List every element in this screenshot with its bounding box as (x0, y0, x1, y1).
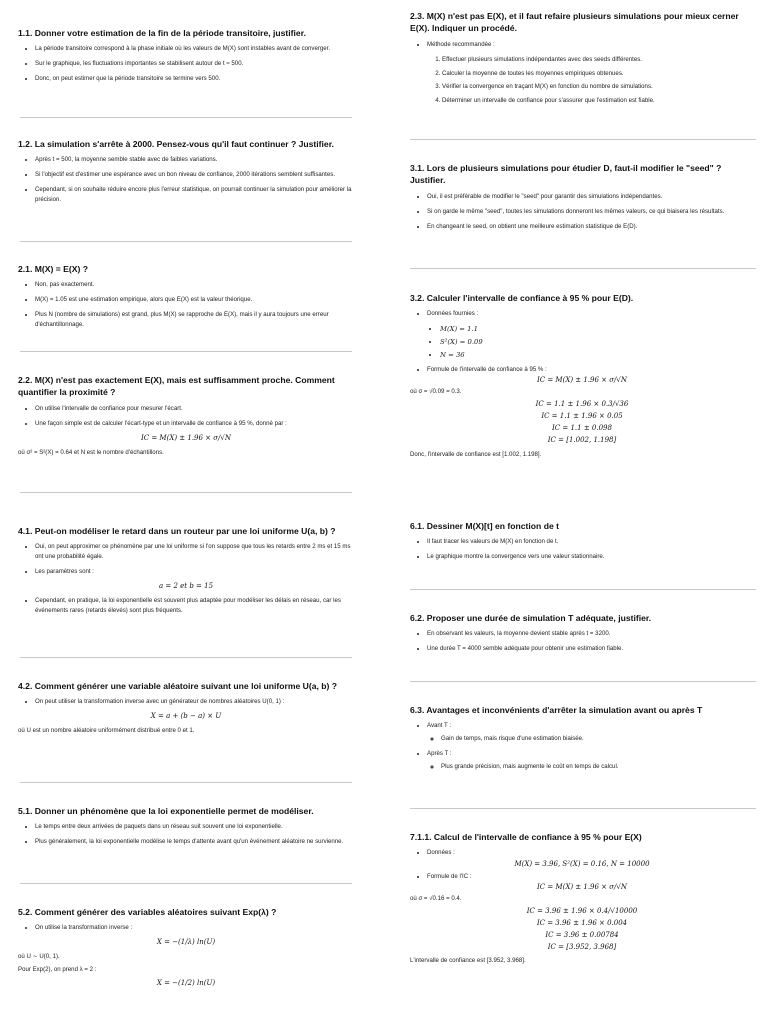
bullet-list (410, 721, 754, 771)
data-item: • S²(X) = 0.09 (440, 337, 754, 348)
section-title: 5.2. Comment générer des variables aléatoires suivant Exp(λ) ? (18, 907, 277, 917)
equation-note: où U est un nombre aléatoire uniformément distribué entre 0 et 1. (18, 727, 195, 735)
data-item: • M(X) = 1.1 (440, 324, 754, 335)
section-1-2 (18, 138, 354, 210)
bullet-list (18, 542, 354, 577)
list-item: • Formule de l'IC : (427, 872, 754, 882)
list-item: 1. Effectuer plusieurs simulations indépendantes avec des seeds différentes. (442, 55, 754, 65)
section-6-2 (410, 612, 754, 659)
list-item: • Cependant, en pratique, la loi exponentielle est souvent plus adaptée pour modéliser les délais en réseau, car les événements rares (retards élevés) sont plus fréquents. (35, 596, 354, 616)
conclusion-text: L'intervalle de confiance est [3.952, 3.968]. (410, 957, 526, 965)
section-2-1 (18, 263, 354, 335)
list-item: • Oui, il est préférable de modifier le "seed" pour garantir des simulations indépendantes. (427, 192, 754, 202)
divider (20, 492, 352, 493)
list-item: • En changeant le seed, on obtient une meilleure estimation statistique de E(D). (427, 222, 754, 232)
equation: M(X) = 3.96, S²(X) = 0.16, N = 10000 (514, 860, 650, 869)
list-item: • M(X) = 1.05 est une estimation empirique, alors que E(X) est la valeur théorique. (35, 295, 354, 305)
calc-step: IC = [1.002, 1.198] (547, 436, 617, 445)
list-item: • Si on garde le même "seed", toutes les simulations donneront les mêmes valeurs, ce qui biaisera les résultats. (427, 207, 754, 217)
section-2-3 (410, 10, 754, 110)
equation-note: où σ = √0.16 = 0.4. (410, 895, 462, 903)
list-item: • On peut utiliser la transformation inverse avec un générateur de nombres aléatoires U(0, 1) : (35, 697, 354, 707)
calc-step: IC = 1.1 ± 1.96 × 0.3/√36 (535, 400, 629, 409)
list-item: • Formule de l'intervalle de confiance à 95 % : (427, 365, 754, 375)
bullet-list (410, 192, 754, 232)
list-item: 2. Calculer la moyenne de toutes les moyennes empiriques obtenues. (442, 69, 754, 79)
calc-step: IC = 1.1 ± 1.96 × 0.05 (541, 412, 623, 421)
bullet-list (18, 280, 354, 329)
sub-list (427, 734, 754, 744)
equation: X = a + (b − a) × U (150, 712, 222, 721)
section-1-1 (18, 27, 354, 89)
sub-list-item: ◦ Gain de temps, mais risque d'une estimation biaisée. (441, 734, 754, 744)
equation-note: Pour Exp(2), on prend λ = 2 : (18, 966, 97, 974)
bullet-list (410, 537, 754, 562)
divider (410, 268, 756, 269)
divider (410, 589, 756, 590)
list-item: • Une durée T = 4000 semble adéquate pour obtenir une estimation fiable. (427, 644, 754, 654)
list-item (427, 721, 754, 744)
equation: IC = M(X) ± 1.96 × σ/√N (537, 883, 627, 892)
calc-step: IC = 3.96 ± 1.96 × 0.004 (536, 919, 628, 928)
divider (20, 883, 352, 884)
list-item: • Données fournies : (427, 309, 754, 319)
list-item: • On utilise l'intervalle de confiance pour mesurer l'écart. (35, 404, 354, 414)
bullet-list (410, 365, 754, 375)
equation: a = 2 et b = 15 (158, 582, 214, 591)
list-item-label: Après T : (427, 750, 452, 758)
bullet-list (18, 44, 354, 84)
bullet-list (18, 697, 354, 707)
calc-step: IC = 1.1 ± 0.098 (552, 424, 612, 433)
section-title: 4.1. Peut-on modéliser le retard dans un routeur par une loi uniforme U(a, b) ? (18, 526, 336, 536)
section-5-1 (18, 805, 354, 852)
calc-step: IC = 3.96 ± 1.96 × 0.4/√10000 (526, 907, 638, 916)
section-title: 2.1. M(X) = E(X) ? (18, 264, 88, 274)
numbered-list (410, 55, 754, 106)
list-item: • Si l'objectif est d'estimer une espérance avec un bon niveau de confiance, 2000 itérations semblent suffisantes. (35, 170, 354, 180)
divider (20, 782, 352, 783)
section-7-1-1 (410, 831, 754, 969)
equation-note: où σ² = S²(X) = 0.64 et N est le nombre d'échantillons. (18, 448, 164, 456)
list-item: • Méthode recommandée : (427, 40, 754, 50)
list-item: • En observant les valeurs, la moyenne devient stable après t = 3200. (427, 629, 754, 639)
data-list (410, 324, 754, 361)
section-title: 3.2. Calculer l'intervalle de confiance à 95 % pour E(D). (410, 293, 634, 303)
section-3-1 (410, 162, 754, 236)
equation: X = −(1/2) ln(U) (156, 978, 216, 987)
list-item: • Après t = 500, la moyenne semble stable avec de faibles variations. (35, 155, 354, 165)
divider (410, 808, 756, 809)
list-item: 4. Déterminer un intervalle de confiance pour s'assurer que l'estimation est fiable. (442, 96, 754, 106)
left-column (0, 0, 378, 1024)
equation: X = −(1/λ) ln(U) (156, 938, 216, 947)
bullet-list (18, 155, 354, 204)
bullet-list (410, 309, 754, 319)
bullet-list (18, 596, 354, 616)
list-item: • Plus N (nombre de simulations) est grand, plus M(X) se rapproche de E(X), mais il y aura toujours une erreur d'échantillonnage. (35, 310, 354, 330)
list-item: • Plus généralement, la loi exponentielle modélise le temps d'attente avant qu'un événement aléatoire ne survienne. (35, 837, 354, 847)
data-item: • N = 36 (440, 350, 754, 361)
list-item (427, 749, 754, 772)
calc-step: IC = [3.952, 3.968] (547, 943, 617, 952)
section-title: 2.2. M(X) n'est pas exactement E(X), mais est suffisamment proche. Comment quantifier la proximité ? (18, 375, 335, 398)
list-item: • Les paramètres sont : (35, 567, 354, 577)
section-title: 2.3. M(X) n'est pas E(X), et il faut refaire plusieurs simulations pour mieux cerner E(X). Indiquer un procédé. (410, 11, 739, 34)
section-title: 6.3. Avantages et inconvénients d'arrêter la simulation avant ou après T (410, 705, 703, 715)
list-item: 3. Vérifier la convergence en traçant M(X) en fonction du nombre de simulations. (442, 82, 754, 92)
divider (410, 139, 756, 140)
list-item: • Oui, on peut approximer ce phénomène par une loi uniforme si l'on suppose que tous les retards entre 2 ms et 15 ms ont une probabilité égale. (35, 542, 354, 562)
bullet-list (410, 872, 754, 882)
list-item: • Données : (427, 848, 754, 858)
equation: IC = M(X) ± 1.96 × σ/√N (537, 376, 627, 385)
section-title: 6.2. Proposer une durée de simulation T adéquate, justifier. (410, 613, 652, 623)
bullet-list (18, 923, 354, 933)
bullet-list (18, 404, 354, 429)
list-item: • Une façon simple est de calculer l'écart-type et un intervalle de confiance à 95 %, donné par : (35, 419, 354, 429)
bullet-list (410, 848, 754, 858)
section-title: 3.1. Lors de plusieurs simulations pour étudier D, faut-il modifier le "seed" ? Justifier. (410, 163, 722, 186)
section-title: 1.2. La simulation s'arrête à 2000. Pensez-vous qu'il faut continuer ? Justifier. (18, 139, 334, 149)
section-2-2 (18, 374, 354, 461)
list-item: • Cependant, si on souhaite réduire encore plus l'erreur statistique, on pourrait continuer la simulation pour améliorer la précision. (35, 185, 354, 205)
list-item: • Il faut tracer les valeurs de M(X) en fonction de t. (427, 537, 754, 547)
section-6-3 (410, 704, 754, 777)
section-6-1 (410, 520, 754, 567)
section-5-2 (18, 906, 354, 993)
equation-note: où σ = √0.09 = 0.3. (410, 388, 462, 396)
list-item: • Le temps entre deux arrivées de paquets dans un réseau suit souvent une loi exponentielle. (35, 822, 354, 832)
list-item: • On utilise la transformation inverse : (35, 923, 354, 933)
equation: IC = M(X) ± 1.96 × σ/√N (141, 433, 231, 442)
list-item: • Non, pas exactement. (35, 280, 354, 290)
list-item-label: Avant T : (427, 722, 452, 730)
divider (20, 117, 352, 118)
sub-list (427, 762, 754, 772)
bullet-list (410, 40, 754, 50)
section-3-2 (410, 292, 754, 463)
list-item: • La période transitoire correspond à la phase initiale où les valeurs de M(X) sont instables avant de converger. (35, 44, 354, 54)
section-title: 6.1. Dessiner M(X)[t] en fonction de t (410, 521, 559, 531)
bullet-list (18, 822, 354, 847)
section-title: 4.2. Comment générer une variable aléatoire suivant une loi uniforme U(a, b) ? (18, 681, 338, 691)
section-4-1 (18, 525, 354, 621)
divider (20, 351, 352, 352)
right-column (394, 0, 768, 1024)
equation-note: où U ∼ U(0, 1). (18, 953, 60, 961)
bullet-list (410, 629, 754, 654)
list-item: • Sur le graphique, les fluctuations importantes se stabilisent autour de t ≈ 500. (35, 59, 354, 69)
divider (410, 681, 756, 682)
list-item: • Le graphique montre la convergence vers une valeur stationnaire. (427, 552, 754, 562)
section-4-2 (18, 680, 354, 739)
divider (20, 241, 352, 242)
calc-step: IC = 3.96 ± 0.00784 (545, 931, 619, 940)
divider (20, 657, 352, 658)
section-title: 5.1. Donner un phénomène que la loi exponentielle permet de modéliser. (18, 806, 314, 816)
conclusion-text: Donc, l'intervalle de confiance est [1.002, 1.198]. (410, 451, 542, 459)
sub-list-item: ◦ Plus grande précision, mais augmente le coût en temps de calcul. (441, 762, 754, 772)
list-item: • Donc, on peut estimer que la période transitoire se termine vers 500. (35, 74, 354, 84)
section-title: 1.1. Donner votre estimation de la fin de la période transitoire, justifier. (18, 28, 306, 38)
section-title: 7.1.1. Calcul de l'intervalle de confiance à 95 % pour E(X) (410, 832, 642, 842)
